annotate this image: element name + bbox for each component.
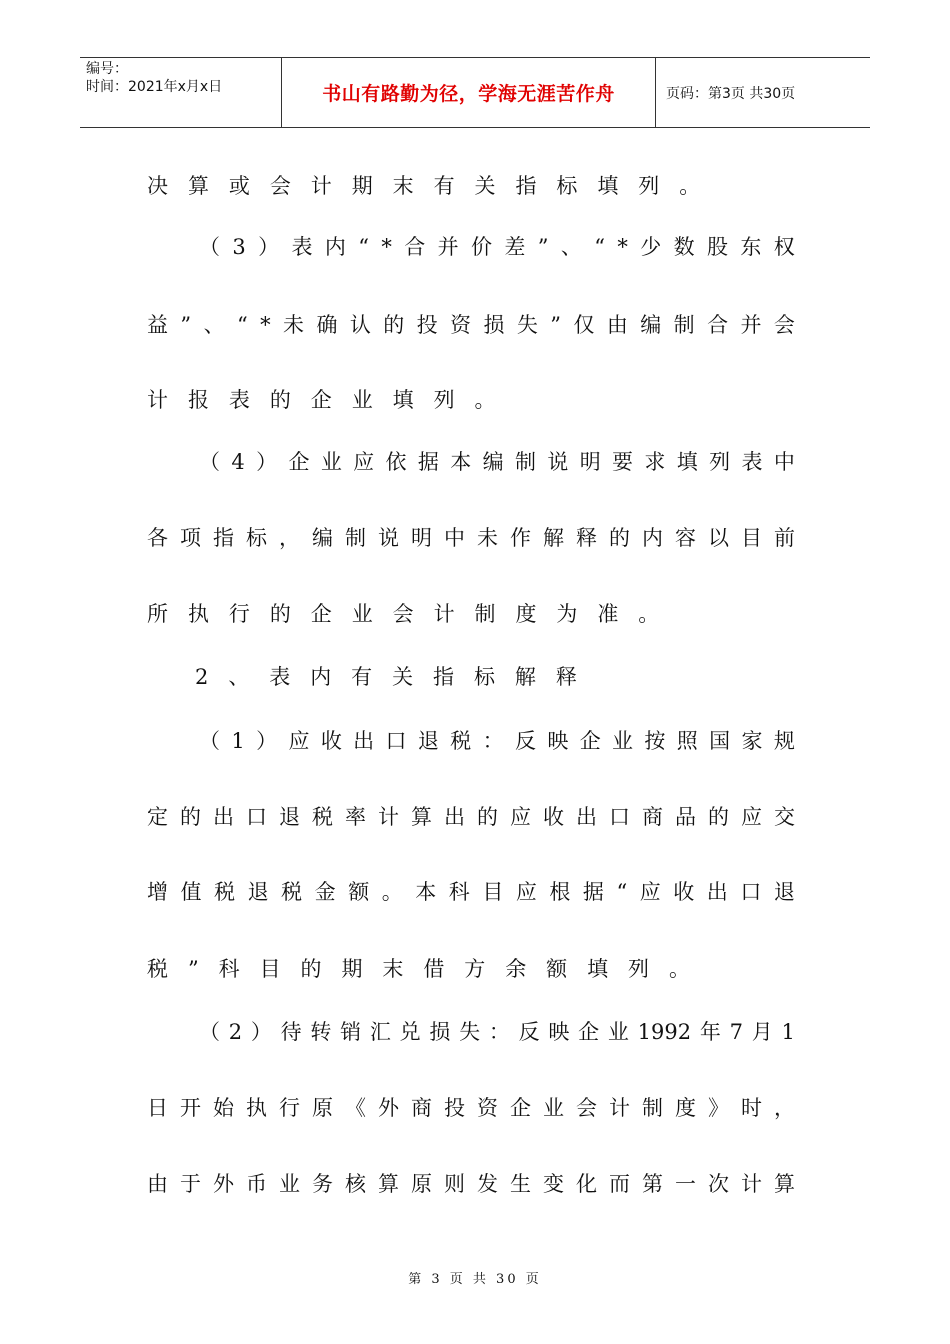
header-meta (80, 58, 282, 127)
body-line-7: 所 执 行 的 企 业 会 计 制 度 为 准 。 (147, 602, 660, 626)
body-line-6: 各 项 指 标 ， 编 制 说 明 中 未 作 解 释 的 内 容 以 目 前 (147, 526, 795, 550)
body-line-13: （ 2 ） 待 转 销 汇 兑 损 失 ： 反 映 企 业 1992 年 7 月 1 (199, 1020, 795, 1044)
body-line-14: 日 开 始 执 行 原 《 外 商 投 资 企 业 会 计 制 度 》 时 ， (147, 1096, 795, 1120)
document-date: 时间：2021年x月x日 (86, 79, 223, 95)
header-motto: 书山有路勤为径，学海无涯苦作舟 (282, 58, 656, 127)
body-line-10: 定 的 出 口 退 税 率 计 算 出 的 应 收 出 口 商 品 的 应 交 (147, 805, 795, 829)
page-footer: 第 3 页 共 30 页 (408, 1272, 542, 1287)
body-line-15: 由 于 外 币 业 务 核 算 原 则 发 生 变 化 而 第 一 次 计 算 (147, 1172, 795, 1196)
body-line-4: 计 报 表 的 企 业 填 列 。 (147, 388, 496, 412)
body-line-3: 益 ” 、 “ * 未 确 认 的 投 资 损 失 ” 仅 由 编 制 合 并 会 (147, 313, 795, 337)
page-header (80, 57, 870, 128)
body-line-12: 税 ” 科 目 的 期 末 借 方 余 额 填 列 。 (147, 957, 690, 981)
body-line-2: （ 3 ） 表 内 “ * 合 并 价 差 ” 、 “ * 少 数 股 东 权 (199, 235, 795, 259)
body-line-11: 增 值 税 退 税 金 额 。 本 科 目 应 根 据 “ 应 收 出 口 退 (147, 880, 795, 904)
document-number-label: 编号： (86, 61, 128, 77)
body-line-1: 决 算 或 会 计 期 末 有 关 指 标 填 列 。 (147, 174, 701, 198)
body-line-5: （ 4 ） 企 业 应 依 据 本 编 制 说 明 要 求 填 列 表 中 (199, 450, 795, 474)
body-line-8: 2 、 表 内 有 关 指 标 解 释 (195, 665, 577, 689)
body-line-9: （ 1 ） 应 收 出 口 退 税 ： 反 映 企 业 按 照 国 家 规 (199, 729, 795, 753)
header-page-code: 页码：第3页 共30页 (666, 85, 796, 102)
